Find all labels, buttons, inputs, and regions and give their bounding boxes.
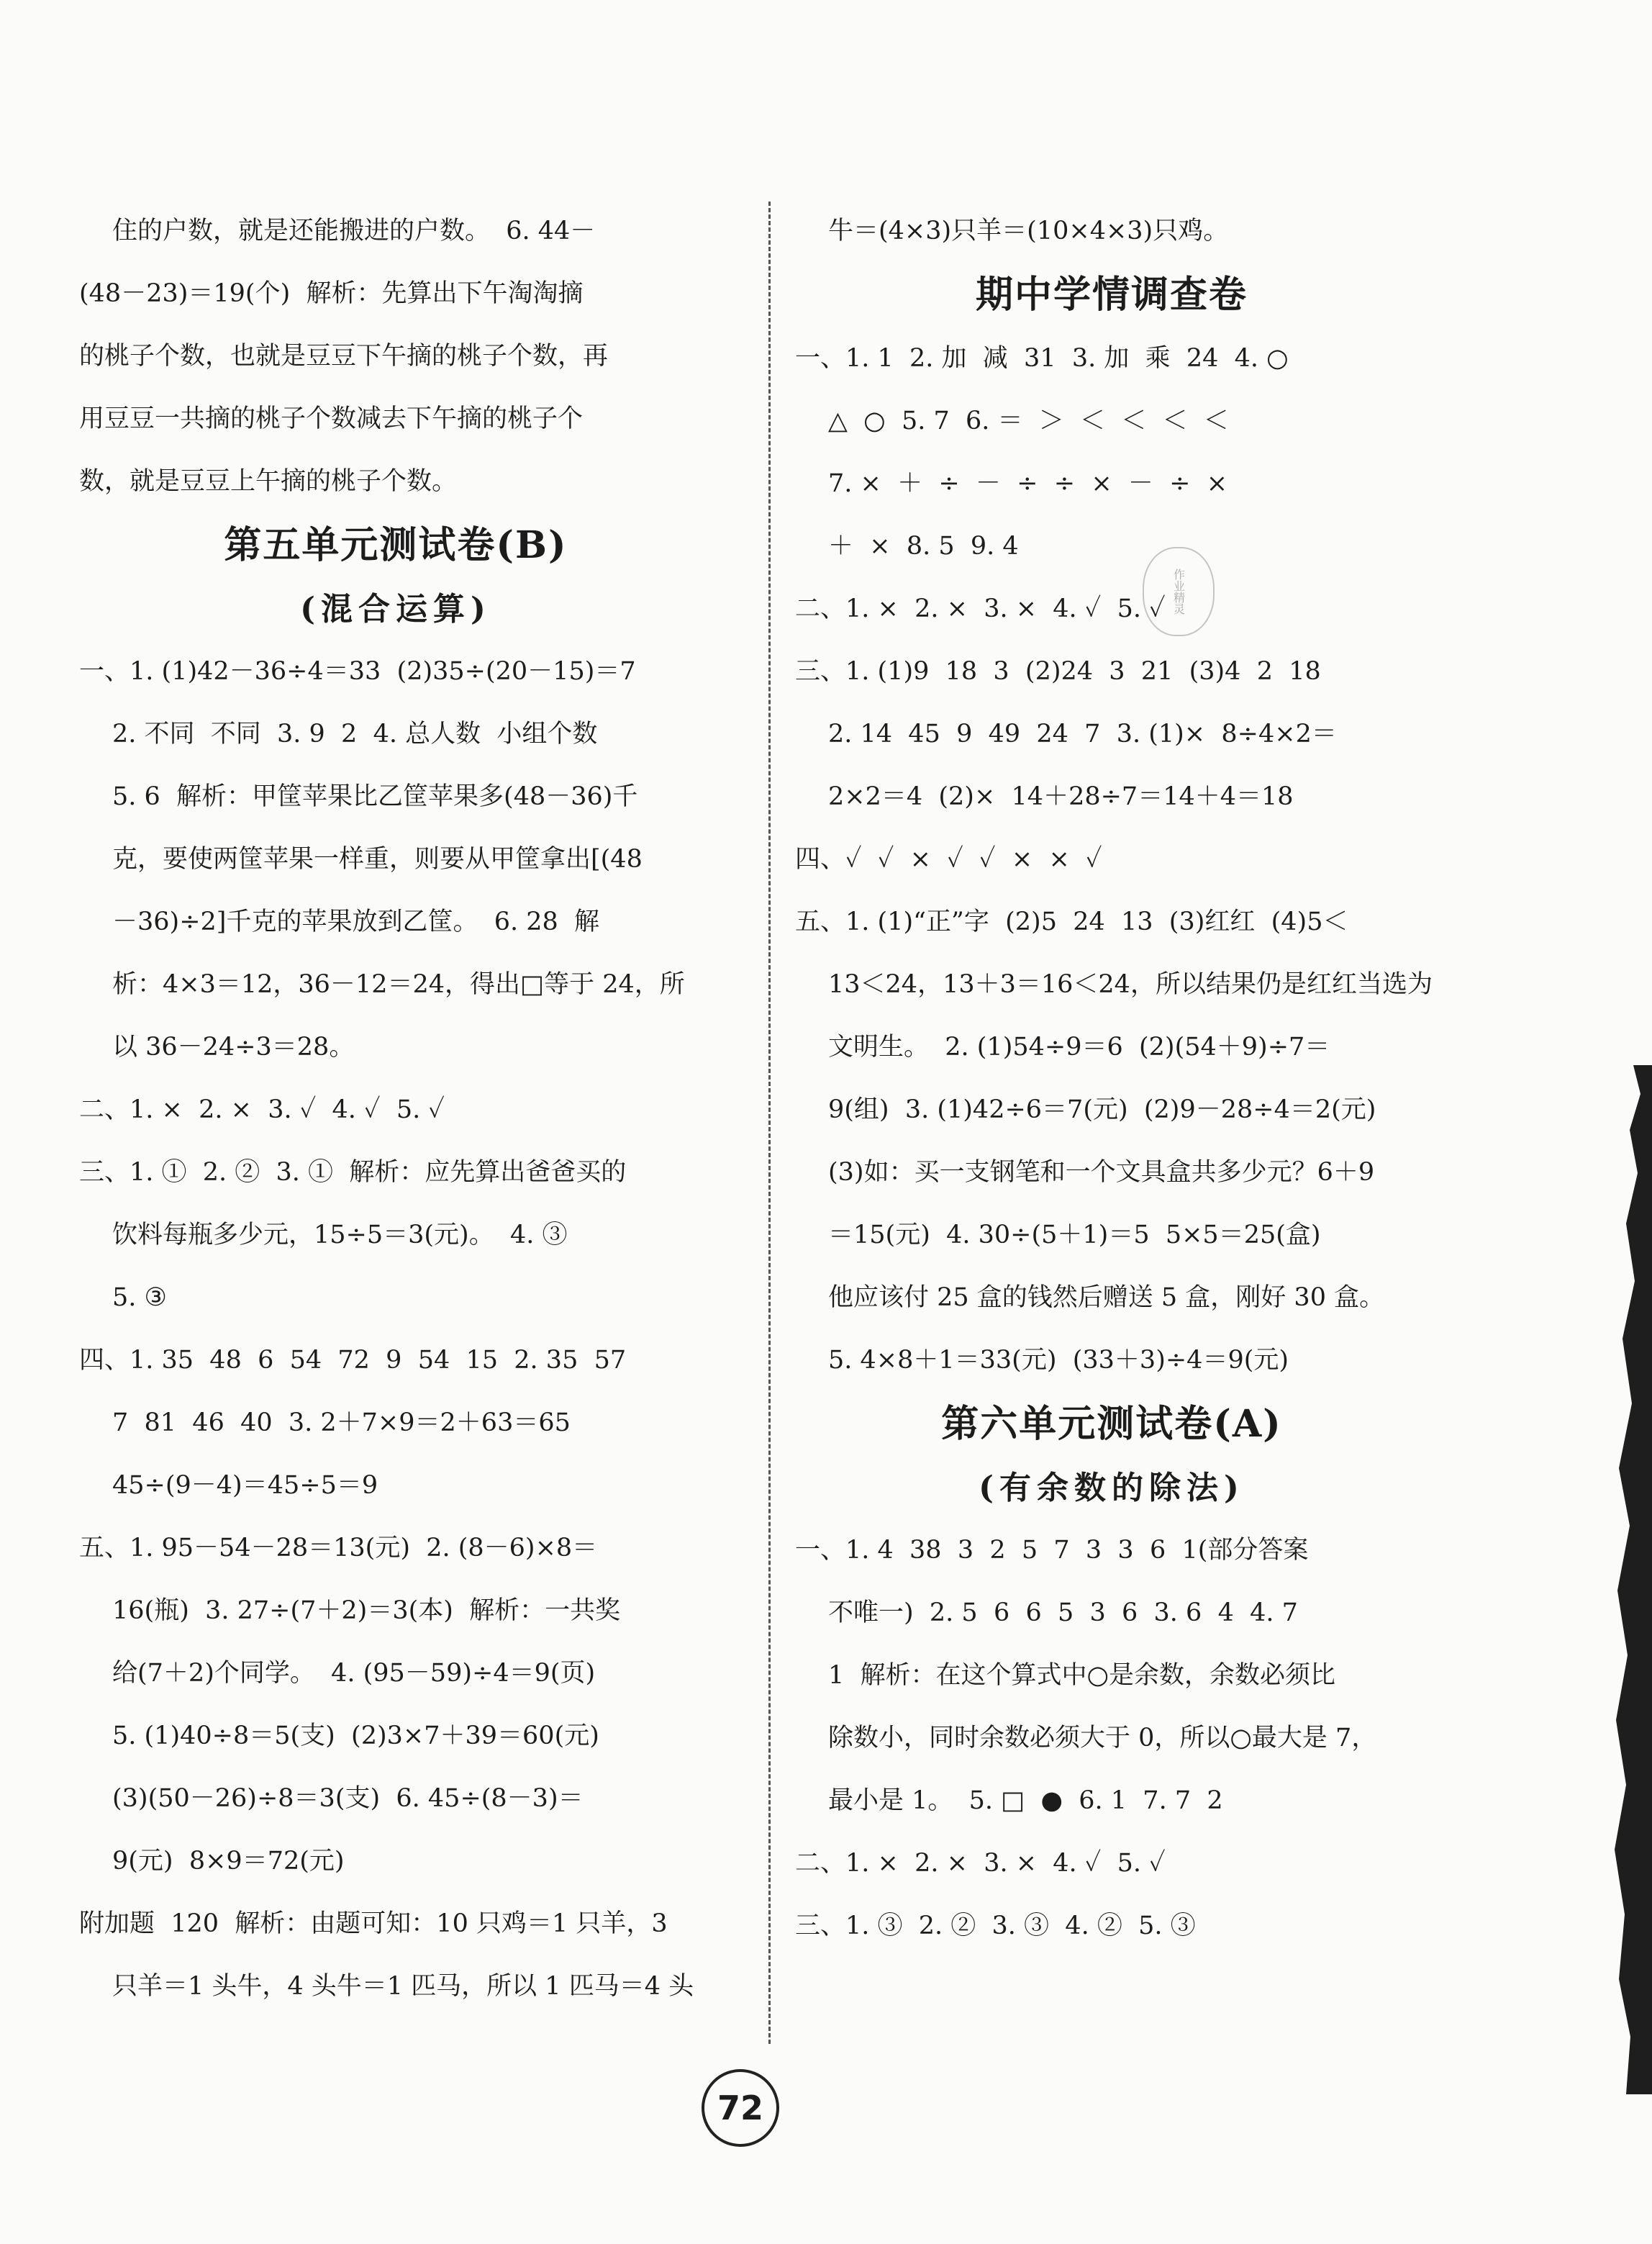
answer-line: 二、1. × 2. × 3. × 4. ✓ 5. ✓ (795, 1849, 1166, 1878)
page-number-badge (702, 2069, 779, 2147)
answer-line: 1 解析：在这个算式中○是余数，余数必须比 (828, 1661, 1336, 1690)
left-column (79, 200, 712, 2018)
answer-line: △ ○ 5. 7 6. ＝ ＞ ＜ ＜ ＜ ＜ (828, 407, 1229, 435)
left-answer-lines (79, 641, 712, 2018)
text-line: 数，就是豆豆上午摘的桃子个数。 (79, 467, 458, 496)
answer-line: 文明生。 2. (1)54÷9＝6 (2)(54＋9)÷7＝ (828, 1033, 1330, 1062)
answer-line: ＝15(元) 4. 30÷(5＋1)＝5 5×5＝25(盒) (828, 1221, 1321, 1249)
answer-line: 给(7＋2)个同学。 4. (95－59)÷4＝9(页) (112, 1659, 596, 1688)
answer-line: 9(元) 8×9＝72(元) (112, 1847, 345, 1876)
section-title: 期中学情调查卷 (975, 273, 1248, 317)
answer-line: 只羊＝1 头牛，4 头牛＝1 匹马，所以 1 匹马＝4 头 (112, 1972, 694, 2001)
answer-line: 最小是 1。 5. □ ● 6. 1 7. 7 2 (828, 1786, 1223, 1815)
text-line: 用豆豆一共摘的桃子个数减去下午摘的桃子个 (79, 404, 584, 433)
watermark-stamp (1143, 547, 1215, 636)
answer-line: －36)÷2]千克的苹果放到乙筐。 6. 28 解 (112, 908, 599, 936)
answer-line: 5. 4×8＋1＝33(元) (33＋3)÷4＝9(元) (828, 1346, 1289, 1375)
answer-line: 附加题 120 解析：由题可知：10 只鸡＝1 只羊，3 (79, 1909, 668, 1938)
text-line: 住的户数，就是还能搬进的户数。 6. 44－ (112, 217, 596, 245)
answer-line: 五、1. 95－54－28＝13(元) 2. (8－6)×8＝ (79, 1534, 598, 1562)
left-top-lines (79, 200, 712, 513)
answer-line: 7. × ＋ ÷ － ÷ ÷ × － ÷ × (828, 469, 1228, 498)
answer-line: 二、1. × 2. × 3. × 4. ✓ 5. ✓ (795, 594, 1166, 623)
answer-line: 三、1. ① 2. ② 3. ① 解析：应先算出爸爸买的 (79, 1158, 627, 1187)
text-line: 的桃子个数，也就是豆豆下午摘的桃子个数，再 (79, 342, 609, 371)
column-divider (768, 202, 771, 2044)
answer-line: 一、1. 1 2. 加 减 31 3. 加 乘 24 4. ○ (795, 344, 1289, 373)
unit6-answer-lines (795, 1519, 1428, 1958)
answer-line: 5. 6 解析：甲筐苹果比乙筐苹果多(48－36)千 (112, 782, 638, 811)
answer-line: 2. 14 45 9 49 24 7 3. (1)× 8÷4×2＝ (828, 720, 1337, 748)
answer-line: 二、1. × 2. × 3. ✓ 4. ✓ 5. ✓ (79, 1095, 445, 1124)
answer-line: 五、1. (1)“正”字 (2)5 24 13 (3)红红 (4)5＜ (795, 908, 1348, 936)
answer-line: (3)(50－26)÷8＝3(支) 6. 45÷(8－3)＝ (112, 1784, 584, 1813)
answer-line: 9(组) 3. (1)42÷6＝7(元) (2)9－28÷4＝2(元) (828, 1095, 1376, 1124)
answer-line: 析：4×3＝12，36－12＝24，得出□等于 24，所 (112, 970, 685, 999)
answer-line: 16(瓶) 3. 27÷(7＋2)＝3(本) 解析：一共奖 (112, 1596, 621, 1625)
section-subtitle: (有余数的除法) (979, 1470, 1245, 1506)
answer-line: 四、✓ ✓ × ✓ ✓ × × ✓ (795, 845, 1102, 874)
answer-line: 45÷(9－4)＝45÷5＝9 (112, 1471, 378, 1500)
section-subtitle: (混合运算) (300, 591, 491, 628)
page-number: 72 (717, 2089, 763, 2127)
text-line: (48－23)＝19(个) 解析：先算出下午淘淘摘 (79, 279, 584, 308)
text-line: 牛＝(4×3)只羊＝(10×4×3)只鸡。 (828, 217, 1229, 245)
answer-line: 5. (1)40÷8＝5(支) (2)3×7＋39＝60(元) (112, 1722, 599, 1750)
answer-line: 2×2＝4 (2)× 14＋28÷7＝14＋4＝18 (828, 782, 1294, 811)
torn-edge-shadow (1590, 1065, 1652, 2094)
answer-line: 5. ③ (112, 1283, 167, 1312)
answer-line: 以 36－24÷3＝28。 (112, 1033, 355, 1062)
section-title: 第六单元测试卷(A) (941, 1402, 1282, 1446)
right-column (795, 200, 1433, 1958)
answer-line: 2. 不同 不同 3. 9 2 4. 总人数 小组个数 (112, 720, 598, 748)
answer-line: 饮料每瓶多少元，15÷5＝3(元)。 4. ③ (112, 1221, 568, 1249)
answer-line: 一、1. 4 38 3 2 5 7 3 3 6 1(部分答案 (795, 1536, 1309, 1565)
answer-line: 他应该付 25 盒的钱然后赠送 5 盒，刚好 30 盒。 (828, 1283, 1385, 1312)
answer-line: ＋ × 8. 5 9. 4 (828, 532, 1019, 561)
answer-line: 不唯一) 2. 5 6 6 5 3 6 3. 6 4 4. 7 (828, 1598, 1298, 1627)
answer-line: (3)如：买一支钢笔和一个文具盒共多少元？6＋9 (828, 1158, 1375, 1187)
answer-line: 克，要使两筐苹果一样重，则要从甲筐拿出[(48 (112, 845, 643, 874)
section-title: 第五单元测试卷(B) (224, 523, 568, 567)
answer-line: 7 81 46 40 3. 2＋7×9＝2＋63＝65 (112, 1408, 571, 1437)
answer-line: 三、1. (1)9 18 3 (2)24 3 21 (3)4 2 18 (795, 657, 1321, 686)
answer-line: 除数小，同时余数必须大于 0，所以○最大是 7， (828, 1724, 1377, 1752)
midterm-answer-lines (795, 327, 1433, 1392)
answer-line: 13＜24，13＋3＝16＜24，所以结果仍是红红当选为 (828, 970, 1433, 999)
answer-line: 四、1. 35 48 6 54 72 9 54 15 2. 35 57 (79, 1346, 627, 1375)
answer-line: 三、1. ③ 2. ② 3. ③ 4. ② 5. ③ (795, 1912, 1196, 1940)
answer-line: 一、1. (1)42－36÷4＝33 (2)35÷(20－15)＝7 (79, 657, 636, 686)
stamp-text: 作业精灵 (1171, 569, 1186, 615)
